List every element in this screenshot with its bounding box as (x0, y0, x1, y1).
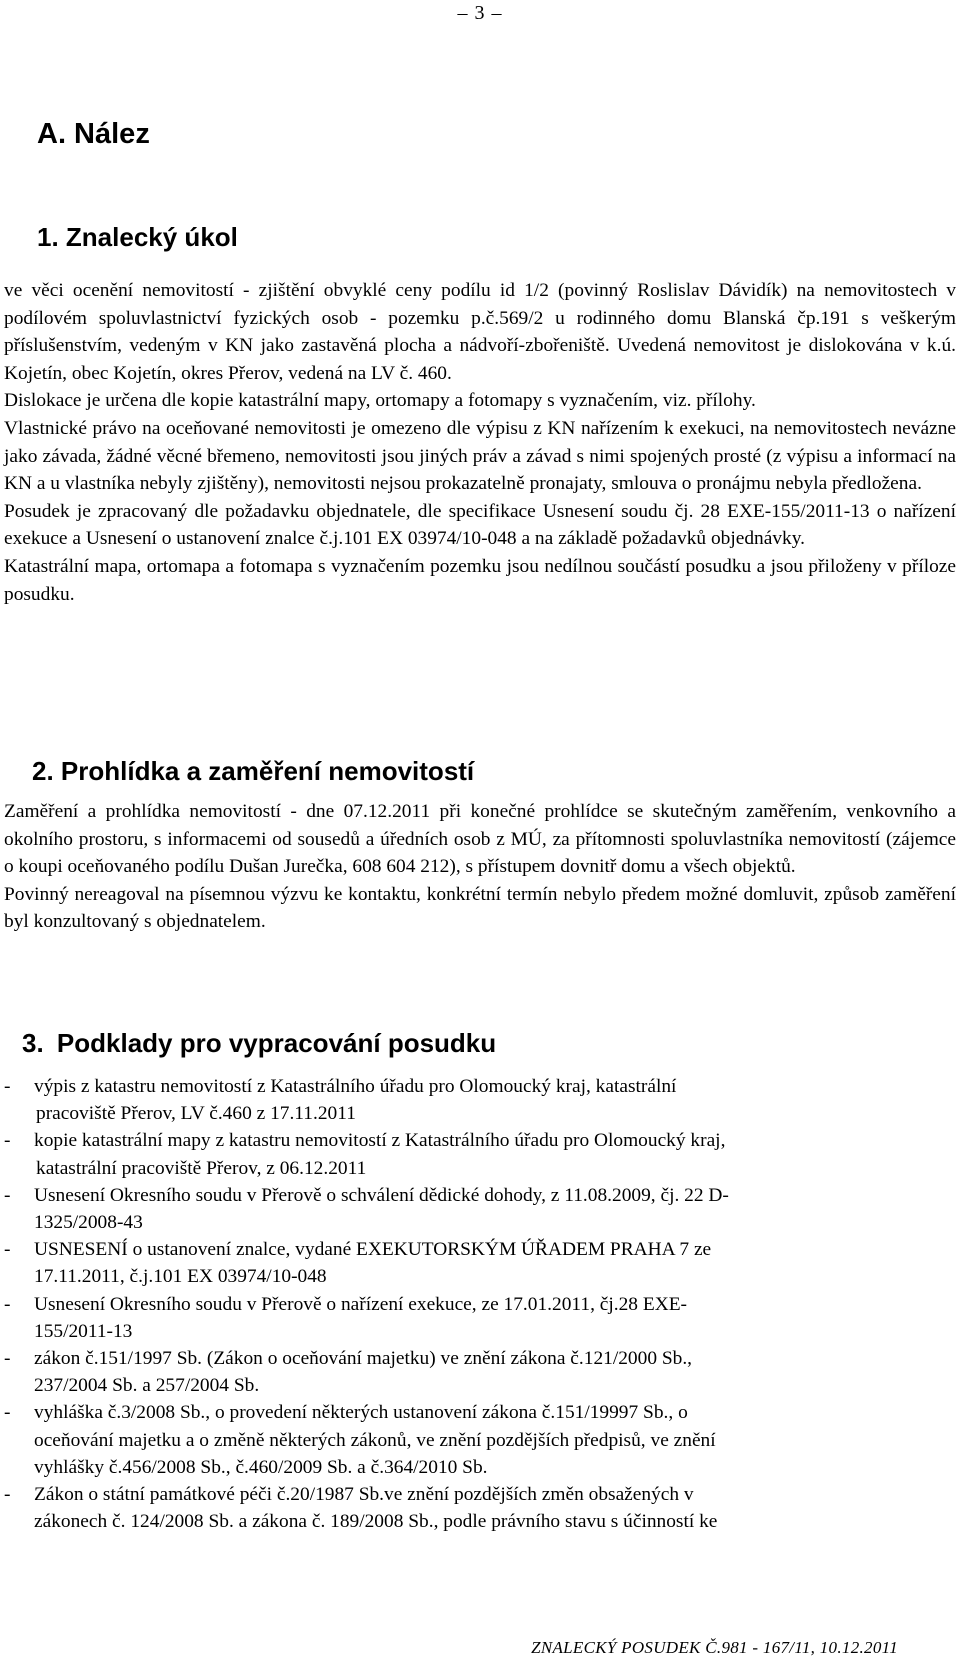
list-item-line: Usnesení Okresního soudu v Přerově o schválení dědické dohody, z 11.08.2009, čj. 22 D- (34, 1184, 729, 1206)
section-2-paragraph-2: Povinný nereagoval na písemnou výzvu ke kontaktu, konkrétní termín nebylo předem možné domluvit, způsob zaměření byl konzultovaný s objednatelem. (4, 883, 956, 933)
list-dash: - (4, 1348, 11, 1370)
section-2-number: 2. (32, 756, 54, 786)
list-item (4, 1345, 956, 1399)
list-dash: - (4, 1402, 11, 1424)
list-item-line: vyhlášky č.456/2008 Sb., č.460/2009 Sb. a č.364/2010 Sb. (34, 1456, 488, 1478)
list-item (4, 1236, 956, 1290)
list-item-line: 17.11.2011, č.j.101 EX 03974/10-048 (34, 1266, 327, 1288)
list-item (4, 1481, 956, 1535)
list-dash: - (4, 1293, 11, 1315)
list-item-line: oceňování majetku a o změně některých zákonů, ve znění pozdějších předpisů, ve znění (34, 1429, 716, 1451)
list-item-line: katastrální pracoviště Přerov, z 06.12.2011 (36, 1157, 367, 1179)
list-item-line: výpis z katastru nemovitostí z Katastrálního úřadu pro Olomoucký kraj, katastrální (34, 1076, 677, 1097)
page-footer: ZNALECKÝ POSUDEK Č.981 - 167/11, 10.12.2011 (531, 1638, 898, 1657)
list-item-line: 155/2011-13 (34, 1320, 133, 1342)
list-dash: - (4, 1184, 11, 1206)
sources-list (4, 1073, 956, 1535)
main-heading: A. Nález (37, 118, 150, 150)
list-item (4, 1291, 956, 1345)
list-item-line: 237/2004 Sb. a 257/2004 Sb. (34, 1375, 260, 1397)
section-1-heading (37, 222, 238, 253)
section-1-body (4, 277, 956, 608)
list-item-line: zákonech č. 124/2008 Sb. a zákona č. 189/2008 Sb., podle právního stavu s účinností ke (34, 1511, 718, 1533)
list-item (4, 1127, 956, 1181)
section-2-paragraph-1: Zaměření a prohlídka nemovitostí - dne 07.12.2011 při konečné prohlídce se skutečným zaměřením, venkovního a okolního prostoru, s informacemi od sousedů a úředních osob z MÚ, za přítomnosti spoluvlastníka nemovitostí (zájemce o koupi oceňovaného podílu Dušan Jurečka, 608 604 212), s přístupem dovnitř domu a všech objektů. (4, 801, 956, 878)
section-2-title: Prohlídka a zaměření nemovitostí (60, 756, 475, 786)
list-item-line: zákon č.151/1997 Sb. (Zákon o oceňování majetku) ve znění zákona č.121/2000 Sb., (34, 1348, 693, 1370)
section-1-paragraph-4: Posudek je zpracovaný dle požadavku objednatele, dle specifikace Usnesení soudu čj. 28 EXE-155/2011-13 o nařízení exekuce a Usnesení o ustanovení znalce č.j.101 EX 03974/10-048 a na základě požadavků objednávky. (4, 500, 956, 550)
section-1-number: 1. (37, 222, 59, 252)
list-item-line: pracoviště Přerov, LV č.460 z 17.11.2011 (36, 1103, 356, 1125)
list-item-line: USNESENÍ o ustanovení znalce, vydané EXEKUTORSKÝM ÚŘADEM PRAHA 7 ze (34, 1239, 712, 1261)
section-1-paragraph-2: Dislokace je určena dle kopie katastrální mapy, ortomapy a fotomapy s vyznačením, viz. přílohy. (4, 390, 756, 412)
section-1-paragraph-3: Vlastnické právo na oceňované nemovitosti je omezeno dle výpisu z KN nařízením k exekuci, na nemovitostech nevázne jako závada, žádné věcné břemeno, nemovitosti jsou jiných práv a závad s nimi spojených prosté (z výpisu a informací na KN a u vlastníka nebyly zjištěny), nemovitosti nejsou prokazatelně pronajaty, smlouva o pronájmu nebyla předložena. (4, 417, 956, 495)
list-item-line: 1325/2008-43 (34, 1212, 143, 1234)
list-dash: - (4, 1484, 11, 1506)
list-item (4, 1182, 956, 1236)
section-3-heading (22, 1028, 496, 1059)
list-item-line: Zákon o státní památkové péči č.20/1987 Sb.ve znění pozdějších změn obsažených v (34, 1484, 694, 1506)
section-1-paragraph-5: Katastrální mapa, ortomapa a fotomapa s vyznačením pozemku jsou nedílnou součástí posudku a jsou přiloženy v příloze posudku. (4, 555, 956, 605)
section-3-number: 3. (22, 1028, 44, 1058)
list-item-line: Usnesení Okresního soudu v Přerově o nařízení exekuce, ze 17.01.2011, čj.28 EXE- (34, 1293, 687, 1315)
section-2-heading (32, 756, 474, 787)
page-number: – 3 – (457, 2, 503, 24)
list-item (4, 1399, 956, 1481)
list-item-line: vyhláška č.3/2008 Sb., o provedení některých ustanovení zákona č.151/19997 Sb., o (34, 1402, 688, 1424)
section-3-title: Podklady pro vypracování posudku (56, 1028, 497, 1058)
section-2-body (4, 798, 956, 936)
list-dash: - (4, 1076, 11, 1097)
list-dash: - (4, 1130, 11, 1152)
section-1-paragraph-1: ve věci ocenění nemovitostí - zjištění obvyklé ceny podílu id 1/2 (povinný Roslislav Dávidík) na nemovitostech v podílovém spoluvlastnictví fyzických osob - pozemku p.č.569/2 u rodinného domu Blanská čp.191 s veškerým příslušenstvím, vedeným v KN jako zastavěná plocha a nádvoří-zbořeniště. Uvedená nemovitost je dislokována v k.ú. Kojetín, obec Kojetín, okres Přerov, vedená na LV č. 460. (4, 280, 956, 384)
list-item (4, 1073, 956, 1127)
list-dash: - (4, 1239, 11, 1261)
section-1-title: Znalecký úkol (65, 222, 238, 252)
list-item-line: kopie katastrální mapy z katastru nemovitostí z Katastrálního úřadu pro Olomoucký kraj, (34, 1130, 726, 1152)
